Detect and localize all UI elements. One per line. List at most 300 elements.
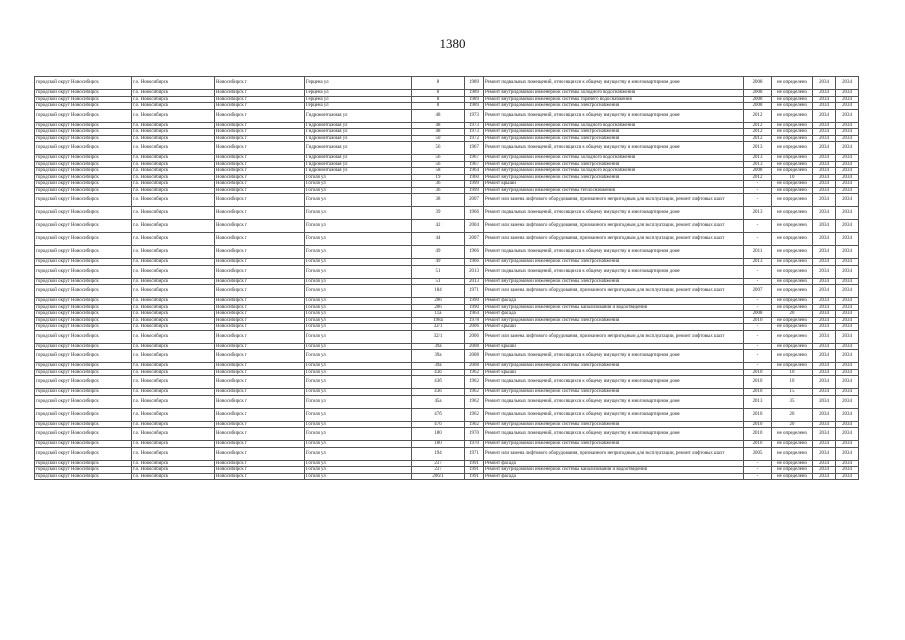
last-repair-year-cell: 2012 <box>744 109 772 122</box>
plan-start-year-cell: 2034 <box>813 187 836 194</box>
plan-end-year-cell: 2034 <box>836 441 859 448</box>
municipality-cell: городской округ Новосибирск <box>35 467 132 474</box>
build-year-cell: 1989 <box>465 77 484 90</box>
plan-end-year-cell: 2034 <box>836 259 859 266</box>
plan-start-year-cell: 2034 <box>813 285 836 298</box>
street-cell: Гоголя ул <box>305 467 412 474</box>
build-year-cell: 1999 <box>465 187 484 194</box>
district-cell: г.о. Новосибирск <box>132 447 215 460</box>
street-cell: Гоголя ул <box>305 343 412 350</box>
city-cell: Новосибирск г <box>215 96 305 103</box>
wear-percent-cell: не определено <box>772 77 813 90</box>
plan-start-year-cell: 2034 <box>813 343 836 350</box>
plan-end-year-cell: 2034 <box>836 421 859 428</box>
street-cell: Гоголя ул <box>305 317 412 324</box>
wear-percent-cell: не определено <box>772 467 813 474</box>
plan-start-year-cell: 2034 <box>813 467 836 474</box>
street-cell: Гоголя ул <box>305 421 412 428</box>
district-cell: г.о. Новосибирск <box>132 441 215 448</box>
plan-start-year-cell: 2034 <box>813 109 836 122</box>
plan-end-year-cell: 2034 <box>836 246 859 259</box>
district-cell: г.о. Новосибирск <box>132 265 215 278</box>
house-number-cell: 56 <box>412 155 465 162</box>
city-cell: Новосибирск г <box>215 278 305 285</box>
city-cell: Новосибирск г <box>215 467 305 474</box>
district-cell: г.о. Новосибирск <box>132 298 215 305</box>
house-number-cell: 180 <box>412 441 465 448</box>
last-repair-year-cell: - <box>744 343 772 350</box>
last-repair-year-cell: 2013 <box>744 259 772 266</box>
wear-percent-cell: не определено <box>772 207 813 220</box>
municipality-cell: городской округ Новосибирск <box>35 155 132 162</box>
district-cell: г.о. Новосибирск <box>132 259 215 266</box>
table-row <box>35 246 859 259</box>
plan-start-year-cell: 2034 <box>813 181 836 188</box>
city-cell: Новосибирск г <box>215 122 305 129</box>
plan-start-year-cell: 2034 <box>813 77 836 90</box>
district-cell: г.о. Новосибирск <box>132 324 215 331</box>
street-cell: Гоголя ул <box>305 473 412 480</box>
build-year-cell: 1991 <box>465 473 484 480</box>
plan-start-year-cell: 2034 <box>813 350 836 363</box>
plan-start-year-cell: 2034 <box>813 129 836 136</box>
house-number-cell: 58 <box>412 168 465 175</box>
work-type-cell: Ремонт внутридомовой инженерной системы холодного водоснабжения <box>484 122 744 129</box>
wear-percent-cell: не определено <box>772 285 813 298</box>
table-row <box>35 265 859 278</box>
district-cell: г.о. Новосибирск <box>132 109 215 122</box>
city-cell: Новосибирск г <box>215 343 305 350</box>
plan-end-year-cell: 2034 <box>836 77 859 90</box>
district-cell: г.о. Новосибирск <box>132 285 215 298</box>
build-year-cell: 1973 <box>465 109 484 122</box>
district-cell: г.о. Новосибирск <box>132 77 215 90</box>
municipality-cell: городской округ Новосибирск <box>35 265 132 278</box>
municipality-cell: городской округ Новосибирск <box>35 369 132 376</box>
street-cell: Гидромонтажная ул <box>305 168 412 175</box>
table-row <box>35 447 859 460</box>
plan-start-year-cell: 2034 <box>813 142 836 155</box>
plan-start-year-cell: 2034 <box>813 259 836 266</box>
street-cell: Гоголя ул <box>305 285 412 298</box>
house-number-cell: 43б <box>412 369 465 376</box>
last-repair-year-cell: - <box>744 324 772 331</box>
table-row <box>35 194 859 207</box>
build-year-cell: 1991 <box>465 467 484 474</box>
wear-percent-cell: не определено <box>772 265 813 278</box>
wear-percent-cell: не определено <box>772 246 813 259</box>
street-cell: Гоголя ул <box>305 220 412 233</box>
work-type-cell: Ремонт внутридомовой инженерной системы электроснабжения <box>484 317 744 324</box>
work-type-cell: Ремонт внутридомовой инженерной системы канализования и водоотведения <box>484 467 744 474</box>
table-row <box>35 77 859 90</box>
wear-percent-cell: не определено <box>772 304 813 311</box>
plan-end-year-cell: 2034 <box>836 220 859 233</box>
street-cell: Гоголя ул <box>305 298 412 305</box>
plan-end-year-cell: 2034 <box>836 168 859 175</box>
house-number-cell: 39 <box>412 207 465 220</box>
table-row <box>35 428 859 441</box>
last-repair-year-cell: - <box>744 363 772 370</box>
district-cell: г.о. Новосибирск <box>132 278 215 285</box>
municipality-cell: городской округ Новосибирск <box>35 395 132 408</box>
work-type-cell: Ремонт внутридомовой инженерной системы электроснабжения <box>484 174 744 181</box>
build-year-cell: 2006 <box>465 330 484 343</box>
plan-end-year-cell: 2034 <box>836 304 859 311</box>
wear-percent-cell: 10 <box>772 174 813 181</box>
plan-start-year-cell: 2034 <box>813 96 836 103</box>
municipality-cell: городской округ Новосибирск <box>35 298 132 305</box>
table-row <box>35 376 859 389</box>
city-cell: Новосибирск г <box>215 376 305 389</box>
street-cell: Гоголя ул <box>305 187 412 194</box>
house-number-cell: 48 <box>412 129 465 136</box>
last-repair-year-cell: 2008 <box>744 103 772 110</box>
municipality-cell: городской округ Новосибирск <box>35 447 132 460</box>
municipality-cell: городской округ Новосибирск <box>35 278 132 285</box>
last-repair-year-cell: 2011 <box>744 246 772 259</box>
district-cell: г.о. Новосибирск <box>132 129 215 136</box>
city-cell: Новосибирск г <box>215 77 305 90</box>
street-cell: Гоголя ул <box>305 460 412 467</box>
municipality-cell: городской округ Новосибирск <box>35 473 132 480</box>
district-cell: г.о. Новосибирск <box>132 311 215 318</box>
district-cell: г.о. Новосибирск <box>132 317 215 324</box>
plan-start-year-cell: 2034 <box>813 363 836 370</box>
work-type-cell: Ремонт внутридомовой инженерной системы электроснабжения <box>484 389 744 396</box>
district-cell: г.о. Новосибирск <box>132 135 215 142</box>
street-cell: Гидромонтажная ул <box>305 161 412 168</box>
last-repair-year-cell: 2012 <box>744 174 772 181</box>
house-number-cell: 56 <box>412 142 465 155</box>
plan-end-year-cell: 2034 <box>836 194 859 207</box>
build-year-cell: 1962 <box>465 408 484 421</box>
build-year-cell: 1989 <box>465 90 484 97</box>
municipality-cell: городской округ Новосибирск <box>35 376 132 389</box>
city-cell: Новосибирск г <box>215 220 305 233</box>
city-cell: Новосибирск г <box>215 330 305 343</box>
build-year-cell: 1962 <box>465 369 484 376</box>
house-number-cell: 45а <box>412 395 465 408</box>
plan-end-year-cell: 2034 <box>836 155 859 162</box>
plan-start-year-cell: 2034 <box>813 304 836 311</box>
house-number-cell: 237 <box>412 467 465 474</box>
plan-start-year-cell: 2034 <box>813 161 836 168</box>
build-year-cell: 1989 <box>465 103 484 110</box>
street-cell: Гоголя ул <box>305 363 412 370</box>
city-cell: Новосибирск г <box>215 265 305 278</box>
municipality-cell: городской округ Новосибирск <box>35 304 132 311</box>
plan-start-year-cell: 2034 <box>813 311 836 318</box>
municipality-cell: городской округ Новосибирск <box>35 350 132 363</box>
street-cell: Гидромонтажная ул <box>305 109 412 122</box>
build-year-cell: 2008 <box>465 343 484 350</box>
build-year-cell: 1967 <box>465 142 484 155</box>
last-repair-year-cell: 2010 <box>744 441 772 448</box>
house-number-cell: 8 <box>412 90 465 97</box>
district-cell: г.о. Новосибирск <box>132 246 215 259</box>
plan-end-year-cell: 2034 <box>836 181 859 188</box>
city-cell: Новосибирск г <box>215 460 305 467</box>
last-repair-year-cell: 2010 <box>744 376 772 389</box>
work-type-cell: Ремонт внутридомовой инженерной системы горячего водоснабжения <box>484 96 744 103</box>
plan-start-year-cell: 2034 <box>813 135 836 142</box>
wear-percent-cell: не определено <box>772 155 813 162</box>
build-year-cell: 1966 <box>465 207 484 220</box>
street-cell: Гоголя ул <box>305 330 412 343</box>
work-type-cell: Ремонт внутридомовой инженерной системы холодного водоснабжения <box>484 155 744 162</box>
district-cell: г.о. Новосибирск <box>132 142 215 155</box>
plan-start-year-cell: 2034 <box>813 376 836 389</box>
plan-start-year-cell: 2034 <box>813 324 836 331</box>
house-number-cell: 11а <box>412 311 465 318</box>
city-cell: Новосибирск г <box>215 246 305 259</box>
wear-percent-cell: не определено <box>772 428 813 441</box>
last-repair-year-cell: - <box>744 265 772 278</box>
street-cell: Гоголя ул <box>305 311 412 318</box>
work-type-cell: Ремонт или замена лифтового оборудования, признанного непригодным для эксплуатации, ремонт лифтовых шахт <box>484 220 744 233</box>
table-row <box>35 473 859 480</box>
street-cell: Гоголя ул <box>305 259 412 266</box>
district-cell: г.о. Новосибирск <box>132 389 215 396</box>
last-repair-year-cell: 2008 <box>744 311 772 318</box>
build-year-cell: 1990 <box>465 304 484 311</box>
city-cell: Новосибирск г <box>215 408 305 421</box>
city-cell: Новосибирск г <box>215 259 305 266</box>
municipality-cell: городской округ Новосибирск <box>35 421 132 428</box>
wear-percent-cell: не определено <box>772 135 813 142</box>
plan-end-year-cell: 2034 <box>836 473 859 480</box>
work-type-cell: Ремонт подвальных помещений, относящихся к общему имуществу в многоквартирном доме <box>484 395 744 408</box>
build-year-cell: 2008 <box>465 363 484 370</box>
last-repair-year-cell: 2007 <box>744 285 772 298</box>
city-cell: Новосибирск г <box>215 428 305 441</box>
city-cell: Новосибирск г <box>215 441 305 448</box>
house-number-cell: 49 <box>412 259 465 266</box>
wear-percent-cell: не определено <box>772 278 813 285</box>
wear-percent-cell: 20 <box>772 408 813 421</box>
table-row <box>35 109 859 122</box>
district-cell: г.о. Новосибирск <box>132 161 215 168</box>
house-number-cell: 47б <box>412 408 465 421</box>
plan-end-year-cell: 2034 <box>836 135 859 142</box>
municipality-cell: городской округ Новосибирск <box>35 220 132 233</box>
build-year-cell: 1962 <box>465 395 484 408</box>
street-cell: Гоголя ул <box>305 174 412 181</box>
plan-start-year-cell: 2034 <box>813 395 836 408</box>
municipality-cell: городской округ Новосибирск <box>35 161 132 168</box>
city-cell: Новосибирск г <box>215 142 305 155</box>
build-year-cell: 1991 <box>465 460 484 467</box>
house-number-cell: 49 <box>412 246 465 259</box>
plan-start-year-cell: 2034 <box>813 233 836 246</box>
last-repair-year-cell: - <box>744 330 772 343</box>
work-type-cell: Ремонт подвальных помещений, относящихся к общему имуществу в многоквартирном доме <box>484 265 744 278</box>
municipality-cell: городской округ Новосибирск <box>35 207 132 220</box>
plan-end-year-cell: 2034 <box>836 460 859 467</box>
house-number-cell: 8 <box>412 77 465 90</box>
city-cell: Новосибирск г <box>215 161 305 168</box>
plan-end-year-cell: 2034 <box>836 363 859 370</box>
plan-start-year-cell: 2034 <box>813 122 836 129</box>
last-repair-year-cell: 2008 <box>744 77 772 90</box>
last-repair-year-cell: 2010 <box>744 317 772 324</box>
wear-percent-cell: 10 <box>772 376 813 389</box>
work-type-cell: Ремонт крыши <box>484 343 744 350</box>
last-repair-year-cell: - <box>744 473 772 480</box>
district-cell: г.о. Новосибирск <box>132 395 215 408</box>
municipality-cell: городской округ Новосибирск <box>35 129 132 136</box>
wear-percent-cell: не определено <box>772 473 813 480</box>
wear-percent-cell: не определено <box>772 187 813 194</box>
last-repair-year-cell: - <box>744 233 772 246</box>
table-row <box>35 285 859 298</box>
house-number-cell: 51 <box>412 278 465 285</box>
plan-end-year-cell: 2034 <box>836 103 859 110</box>
municipality-cell: городской округ Новосибирск <box>35 311 132 318</box>
house-number-cell: 19 <box>412 174 465 181</box>
work-type-cell: Ремонт крыши <box>484 369 744 376</box>
house-number-cell: 8 <box>412 103 465 110</box>
house-number-cell: 47б <box>412 421 465 428</box>
street-cell: Гидромонтажная ул <box>305 129 412 136</box>
house-number-cell: 198а <box>412 317 465 324</box>
street-cell: Гоголя ул <box>305 376 412 389</box>
municipality-cell: городской округ Новосибирск <box>35 324 132 331</box>
plan-end-year-cell: 2034 <box>836 161 859 168</box>
work-type-cell: Ремонт крыши <box>484 181 744 188</box>
last-repair-year-cell: 2013 <box>744 161 772 168</box>
repair-schedule-table <box>34 76 859 480</box>
house-number-cell: 32/1 <box>412 324 465 331</box>
last-repair-year-cell: - <box>744 187 772 194</box>
work-type-cell: Ремонт внутридомовой инженерной системы электроснабжения <box>484 363 744 370</box>
build-year-cell: 1999 <box>465 181 484 188</box>
plan-start-year-cell: 2034 <box>813 265 836 278</box>
municipality-cell: городской округ Новосибирск <box>35 460 132 467</box>
municipality-cell: городской округ Новосибирск <box>35 135 132 142</box>
house-number-cell: 194 <box>412 447 465 460</box>
district-cell: г.о. Новосибирск <box>132 343 215 350</box>
street-cell: Гоголя ул <box>305 181 412 188</box>
wear-percent-cell: не определено <box>772 441 813 448</box>
district-cell: г.о. Новосибирск <box>132 96 215 103</box>
build-year-cell: 1989 <box>465 96 484 103</box>
plan-start-year-cell: 2034 <box>813 155 836 162</box>
district-cell: г.о. Новосибирск <box>132 369 215 376</box>
last-repair-year-cell: 2008 <box>744 90 772 97</box>
plan-end-year-cell: 2034 <box>836 389 859 396</box>
house-number-cell: 237 <box>412 460 465 467</box>
district-cell: г.о. Новосибирск <box>132 460 215 467</box>
build-year-cell: 1967 <box>465 161 484 168</box>
city-cell: Новосибирск г <box>215 181 305 188</box>
plan-start-year-cell: 2034 <box>813 408 836 421</box>
build-year-cell: 1971 <box>465 285 484 298</box>
wear-percent-cell: 10 <box>772 369 813 376</box>
work-type-cell: Ремонт внутридомовой инженерной системы электроснабжения <box>484 161 744 168</box>
work-type-cell: Ремонт фасада <box>484 298 744 305</box>
municipality-cell: городской округ Новосибирск <box>35 122 132 129</box>
work-type-cell: Ремонт крыши <box>484 324 744 331</box>
plan-end-year-cell: 2034 <box>836 350 859 363</box>
municipality-cell: городской округ Новосибирск <box>35 408 132 421</box>
wear-percent-cell: 35 <box>772 395 813 408</box>
plan-start-year-cell: 2034 <box>813 389 836 396</box>
plan-end-year-cell: 2034 <box>836 285 859 298</box>
wear-percent-cell: не определено <box>772 350 813 363</box>
last-repair-year-cell: 2010 <box>744 389 772 396</box>
city-cell: Новосибирск г <box>215 135 305 142</box>
wear-percent-cell: не определено <box>772 181 813 188</box>
build-year-cell: 2004 <box>465 220 484 233</box>
municipality-cell: городской округ Новосибирск <box>35 90 132 97</box>
work-type-cell: Ремонт фасада <box>484 473 744 480</box>
wear-percent-cell: не определено <box>772 96 813 103</box>
city-cell: Новосибирск г <box>215 168 305 175</box>
wear-percent-cell: не определено <box>772 460 813 467</box>
municipality-cell: городской округ Новосибирск <box>35 168 132 175</box>
work-type-cell: Ремонт внутридомовой инженерной системы канализования и водоотведения <box>484 304 744 311</box>
wear-percent-cell: не определено <box>772 317 813 324</box>
street-cell: Гоголя ул <box>305 207 412 220</box>
work-type-cell: Ремонт подвальных помещений, относящихся к общему имуществу в многоквартирном доме <box>484 408 744 421</box>
plan-end-year-cell: 2034 <box>836 447 859 460</box>
table-row <box>35 233 859 246</box>
wear-percent-cell: не определено <box>772 259 813 266</box>
wear-percent-cell: 20 <box>772 421 813 428</box>
municipality-cell: городской округ Новосибирск <box>35 259 132 266</box>
city-cell: Новосибирск г <box>215 187 305 194</box>
last-repair-year-cell: - <box>744 298 772 305</box>
street-cell: Гоголя ул <box>305 350 412 363</box>
build-year-cell: 1972 <box>465 135 484 142</box>
city-cell: Новосибирск г <box>215 311 305 318</box>
plan-end-year-cell: 2034 <box>836 408 859 421</box>
build-year-cell: 1962 <box>465 376 484 389</box>
build-year-cell: 2008 <box>465 350 484 363</box>
city-cell: Новосибирск г <box>215 369 305 376</box>
wear-percent-cell: не определено <box>772 103 813 110</box>
plan-start-year-cell: 2034 <box>813 421 836 428</box>
plan-end-year-cell: 2034 <box>836 96 859 103</box>
street-cell: Герцена ул <box>305 103 412 110</box>
last-repair-year-cell: - <box>744 460 772 467</box>
work-type-cell: Ремонт подвальных помещений, относящихся к общему имуществу в многоквартирном доме <box>484 350 744 363</box>
build-year-cell: 1960 <box>465 174 484 181</box>
table-row <box>35 220 859 233</box>
house-number-cell: 32/1 <box>412 330 465 343</box>
work-type-cell: Ремонт подвальных помещений, относящихся к общему имуществу в многоквартирном доме <box>484 109 744 122</box>
plan-start-year-cell: 2034 <box>813 194 836 207</box>
city-cell: Новосибирск г <box>215 129 305 136</box>
plan-end-year-cell: 2034 <box>836 467 859 474</box>
municipality-cell: городской округ Новосибирск <box>35 246 132 259</box>
build-year-cell: 1966 <box>465 246 484 259</box>
plan-end-year-cell: 2034 <box>836 129 859 136</box>
municipality-cell: городской округ Новосибирск <box>35 330 132 343</box>
plan-start-year-cell: 2034 <box>813 330 836 343</box>
district-cell: г.о. Новосибирск <box>132 90 215 97</box>
plan-end-year-cell: 2034 <box>836 298 859 305</box>
table-row <box>35 350 859 363</box>
plan-start-year-cell: 2034 <box>813 246 836 259</box>
municipality-cell: городской округ Новосибирск <box>35 103 132 110</box>
city-cell: Новосибирск г <box>215 298 305 305</box>
wear-percent-cell: не определено <box>772 220 813 233</box>
build-year-cell: 1973 <box>465 122 484 129</box>
work-type-cell: Ремонт внутридомовой инженерной системы электроснабжения <box>484 421 744 428</box>
